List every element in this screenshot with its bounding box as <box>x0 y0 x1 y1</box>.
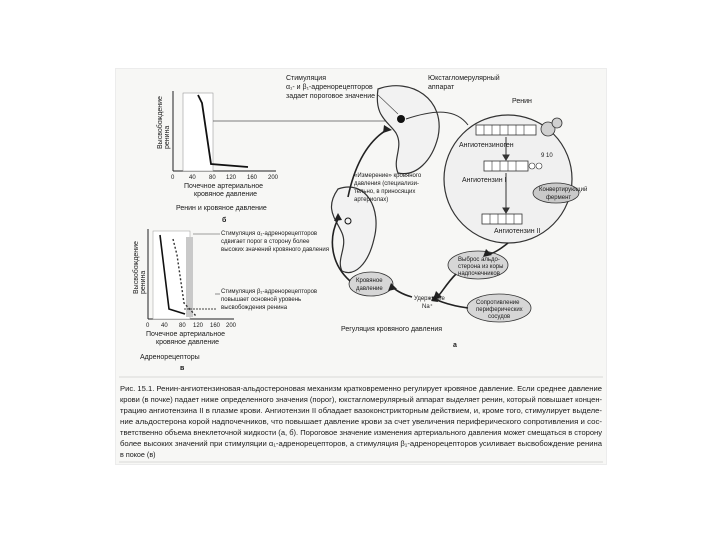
alpha-note-1: Стимуляция α₁-адренорецепторов <box>221 231 318 237</box>
tick-b-0: 0 <box>146 323 150 329</box>
ace-label-1: Конвертирующий <box>539 187 588 193</box>
tick-200: 200 <box>268 175 279 181</box>
aldo-3: надпочечников <box>458 271 500 277</box>
panel-a-xlabel-2: кровяное давление <box>194 191 258 198</box>
caption-line-1: Рис. 15.1. Ренин-ангиотензиновая-альдостероновая механизм кратковременно регулирует кровяное давление. Если среднее давление <box>120 384 602 393</box>
aldo-1: Выброс альдо- <box>458 257 500 263</box>
sensor-4: артериолах) <box>354 197 389 203</box>
panel-main-letter: а <box>453 342 457 349</box>
figure-caption <box>120 384 603 459</box>
beta-note-2: повышает основной уровень <box>221 297 302 303</box>
tick-b-160: 160 <box>210 323 221 329</box>
bp-1: Кровяное <box>356 278 383 284</box>
sensor-3: тельно, в приносящих <box>354 189 416 195</box>
tick-b-200: 200 <box>226 323 237 329</box>
angiotensin-2-label: Ангиотензин II <box>494 228 541 235</box>
bp-bubble <box>349 272 393 296</box>
panel-b-renin-chart <box>156 91 279 224</box>
angiotensinogen-chain <box>476 125 536 135</box>
panel-b-ylabel-2: ренина <box>140 270 147 294</box>
resist-3: сосудов <box>488 314 511 320</box>
panel-b-xlabel-2: кровяное давление <box>156 339 220 346</box>
caption-line-2: крови (в почке) падает ниже определенного значения (порог), юкстагломерулярный аппарат выделяет ренин, который повышает концен- <box>120 395 603 404</box>
caption-line-6: более высоких значений при стимуляции α₁-адренорецепторов, а стимуляция β₁-адренорецепторов усиливает высвобождение ренина <box>120 439 602 448</box>
panel-b-xlabel-1: Почечное артериальное <box>146 331 226 338</box>
tick-80: 80 <box>209 175 216 181</box>
caption-line-7: в покое (в) <box>120 450 156 459</box>
alpha-note-2: сдвигает порог в сторону более <box>221 239 310 245</box>
angiotensin-1-chain <box>484 161 528 171</box>
tick-120: 120 <box>226 175 237 181</box>
panel-c-adreno-chart <box>132 229 329 372</box>
panel-a-letter: б <box>222 217 227 224</box>
na-1: Удержание <box>414 296 445 302</box>
aldo-2: стерона из коры <box>458 264 504 270</box>
panel-b-letter: в <box>180 365 185 372</box>
caption-line-5: тветственно объема внеклеточной жидкости (а, б). Пороговое значение изменения артериального давления может смещаться в сторону <box>120 428 603 437</box>
caption-line-4: ние альдостерона корой надпочечников, что повышает давление крови за счет увеличения периферического сопротивления и сос- <box>120 417 603 426</box>
ace-label-2: фермент <box>546 195 572 201</box>
angiotensin-1-label: Ангиотензин I <box>462 177 507 184</box>
caption-line-3: трацию ангиотензина II в плазме крови. Ангиотензин II обладает вазоконстрикторным действием, и, кроме того, стимулирует выделе- <box>120 406 603 415</box>
angiotensin-2-chain <box>482 214 522 224</box>
alpha-shift-band <box>186 237 193 317</box>
panel-a-ylabel-2: ренина <box>164 125 171 149</box>
jga-1: Юкстагломерулярный <box>428 75 500 82</box>
resist-1: Сопротивление <box>476 300 520 306</box>
tick-40: 40 <box>189 175 196 181</box>
figure-svg <box>116 69 606 464</box>
sensor-2: давления (специализи- <box>354 181 419 187</box>
na-2: Na⁺ <box>422 304 433 310</box>
pos-9-10: 9 10 <box>541 153 553 159</box>
tick-b-120: 120 <box>193 323 204 329</box>
bp-2: давление <box>356 286 383 292</box>
stim-3: задает пороговое значение <box>286 93 376 100</box>
alpha-note-3: высоких значений кровяного давления <box>221 247 329 253</box>
panel-a-diagram <box>286 74 587 349</box>
panel-b-caption: Адренорецепторы <box>140 354 200 361</box>
jga-dot <box>397 115 405 123</box>
renin-label: Ренин <box>512 98 532 105</box>
resist-2: периферических <box>476 307 523 313</box>
panel-a-caption: Ренин и кровяное давление <box>176 205 267 212</box>
jga-2: аппарат <box>428 84 455 91</box>
panel-a-ylabel-1: Высвобождение <box>157 96 164 149</box>
tick-0: 0 <box>171 175 175 181</box>
beta-note-1: Стимуляция β₁-адренорецепторов <box>221 289 318 295</box>
stim-2: α₁- и β₁-адренорецепторов <box>286 84 373 91</box>
panel-a-xlabel-1: Почечное артериальное <box>184 183 264 190</box>
beta-note-3: высвобождения ренина <box>221 305 288 311</box>
tick-b-40: 40 <box>161 323 168 329</box>
sensor-1: «Измерение» кровяного <box>354 173 422 179</box>
stim-1: Стимуляция <box>286 75 326 82</box>
figure-scan <box>115 68 607 465</box>
panel-b-ylabel-1: Высвобождение <box>133 241 140 294</box>
tick-160: 160 <box>247 175 258 181</box>
tick-b-80: 80 <box>179 323 186 329</box>
regulation-label: Регуляция кровяного давления <box>341 326 443 333</box>
angiotensinogen-label: Ангиотензиноген <box>459 142 514 149</box>
